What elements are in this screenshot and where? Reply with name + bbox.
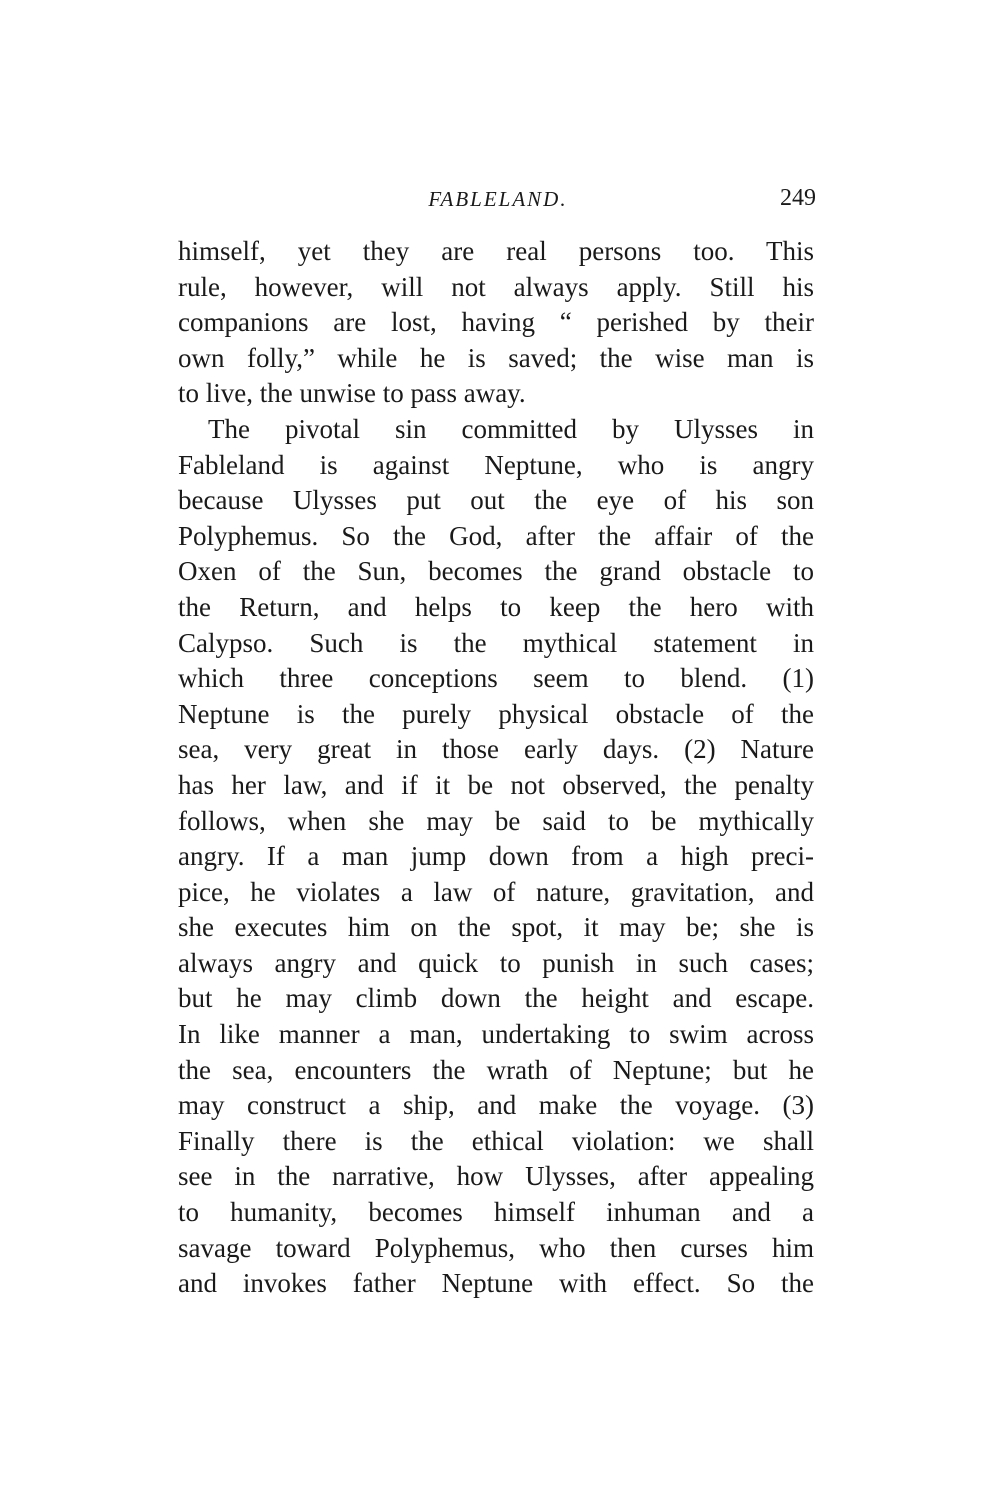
text-line: In like manner a man, undertaking to swim across xyxy=(178,1019,814,1050)
text-line: Finally there is the ethical violation: we shall xyxy=(178,1125,814,1156)
text-line: sea, very great in those early days. (2) Nature xyxy=(178,734,814,765)
text-line: has her law, and if it be not observed, the penalty xyxy=(178,769,814,800)
text-line: Oxen of the Sun, becomes the grand obstacle to xyxy=(178,556,814,587)
text-line: angry. If a man jump down from a high preci- xyxy=(178,841,814,872)
text-line: follows, when she may be said to be mythically xyxy=(178,805,814,836)
text-line: himself, yet they are real persons too. This xyxy=(178,236,814,266)
text-line: always angry and quick to punish in such cases; xyxy=(178,947,814,978)
paragraph-2 xyxy=(178,412,814,1302)
paragraph-1 xyxy=(178,234,814,412)
text-line: because Ulysses put out the eye of his son xyxy=(178,485,814,516)
text-line: which three conceptions seem to blend. (1) xyxy=(178,663,814,694)
text-line: Fableland is against Neptune, who is angry xyxy=(178,449,814,480)
text-line: Calypso. Such is the mythical statement in xyxy=(178,627,814,658)
text-line: and invokes father Neptune with effect. So the xyxy=(178,1268,814,1299)
text-line: she executes him on the spot, it may be; she is xyxy=(178,912,814,943)
text-line: the sea, encounters the wrath of Neptune; but he xyxy=(178,1054,814,1085)
text-line: savage toward Polyphemus, who then curses him xyxy=(178,1232,814,1263)
text-line: Neptune is the purely physical obstacle of the xyxy=(178,698,814,729)
text-line: but he may climb down the height and escape. xyxy=(178,983,814,1014)
body-text xyxy=(178,234,814,1302)
text-line: to humanity, becomes himself inhuman and a xyxy=(178,1197,814,1228)
text-line: see in the narrative, how Ulysses, after appealing xyxy=(178,1161,814,1192)
running-head xyxy=(178,181,818,221)
text-line: Polyphemus. So the God, after the affair of the xyxy=(178,520,814,551)
text-line: may construct a ship, and make the voyage. (3) xyxy=(178,1090,814,1121)
text-line: The pivotal sin committed by Ulysses in xyxy=(208,413,814,444)
text-line: pice, he violates a law of nature, gravitation, and xyxy=(178,876,814,907)
text-line: rule, however, will not always apply. Still his xyxy=(178,271,814,302)
text-line: the Return, and helps to keep the hero with xyxy=(178,591,814,622)
page-number: 249 xyxy=(780,185,816,211)
text-line: companions are lost, having “ perished by their xyxy=(178,307,814,338)
running-title: FABLELAND. xyxy=(428,187,568,211)
text-line: own folly,” while he is saved; the wise man is xyxy=(178,342,814,373)
text-line: to live, the unwise to pass away. xyxy=(178,378,526,409)
